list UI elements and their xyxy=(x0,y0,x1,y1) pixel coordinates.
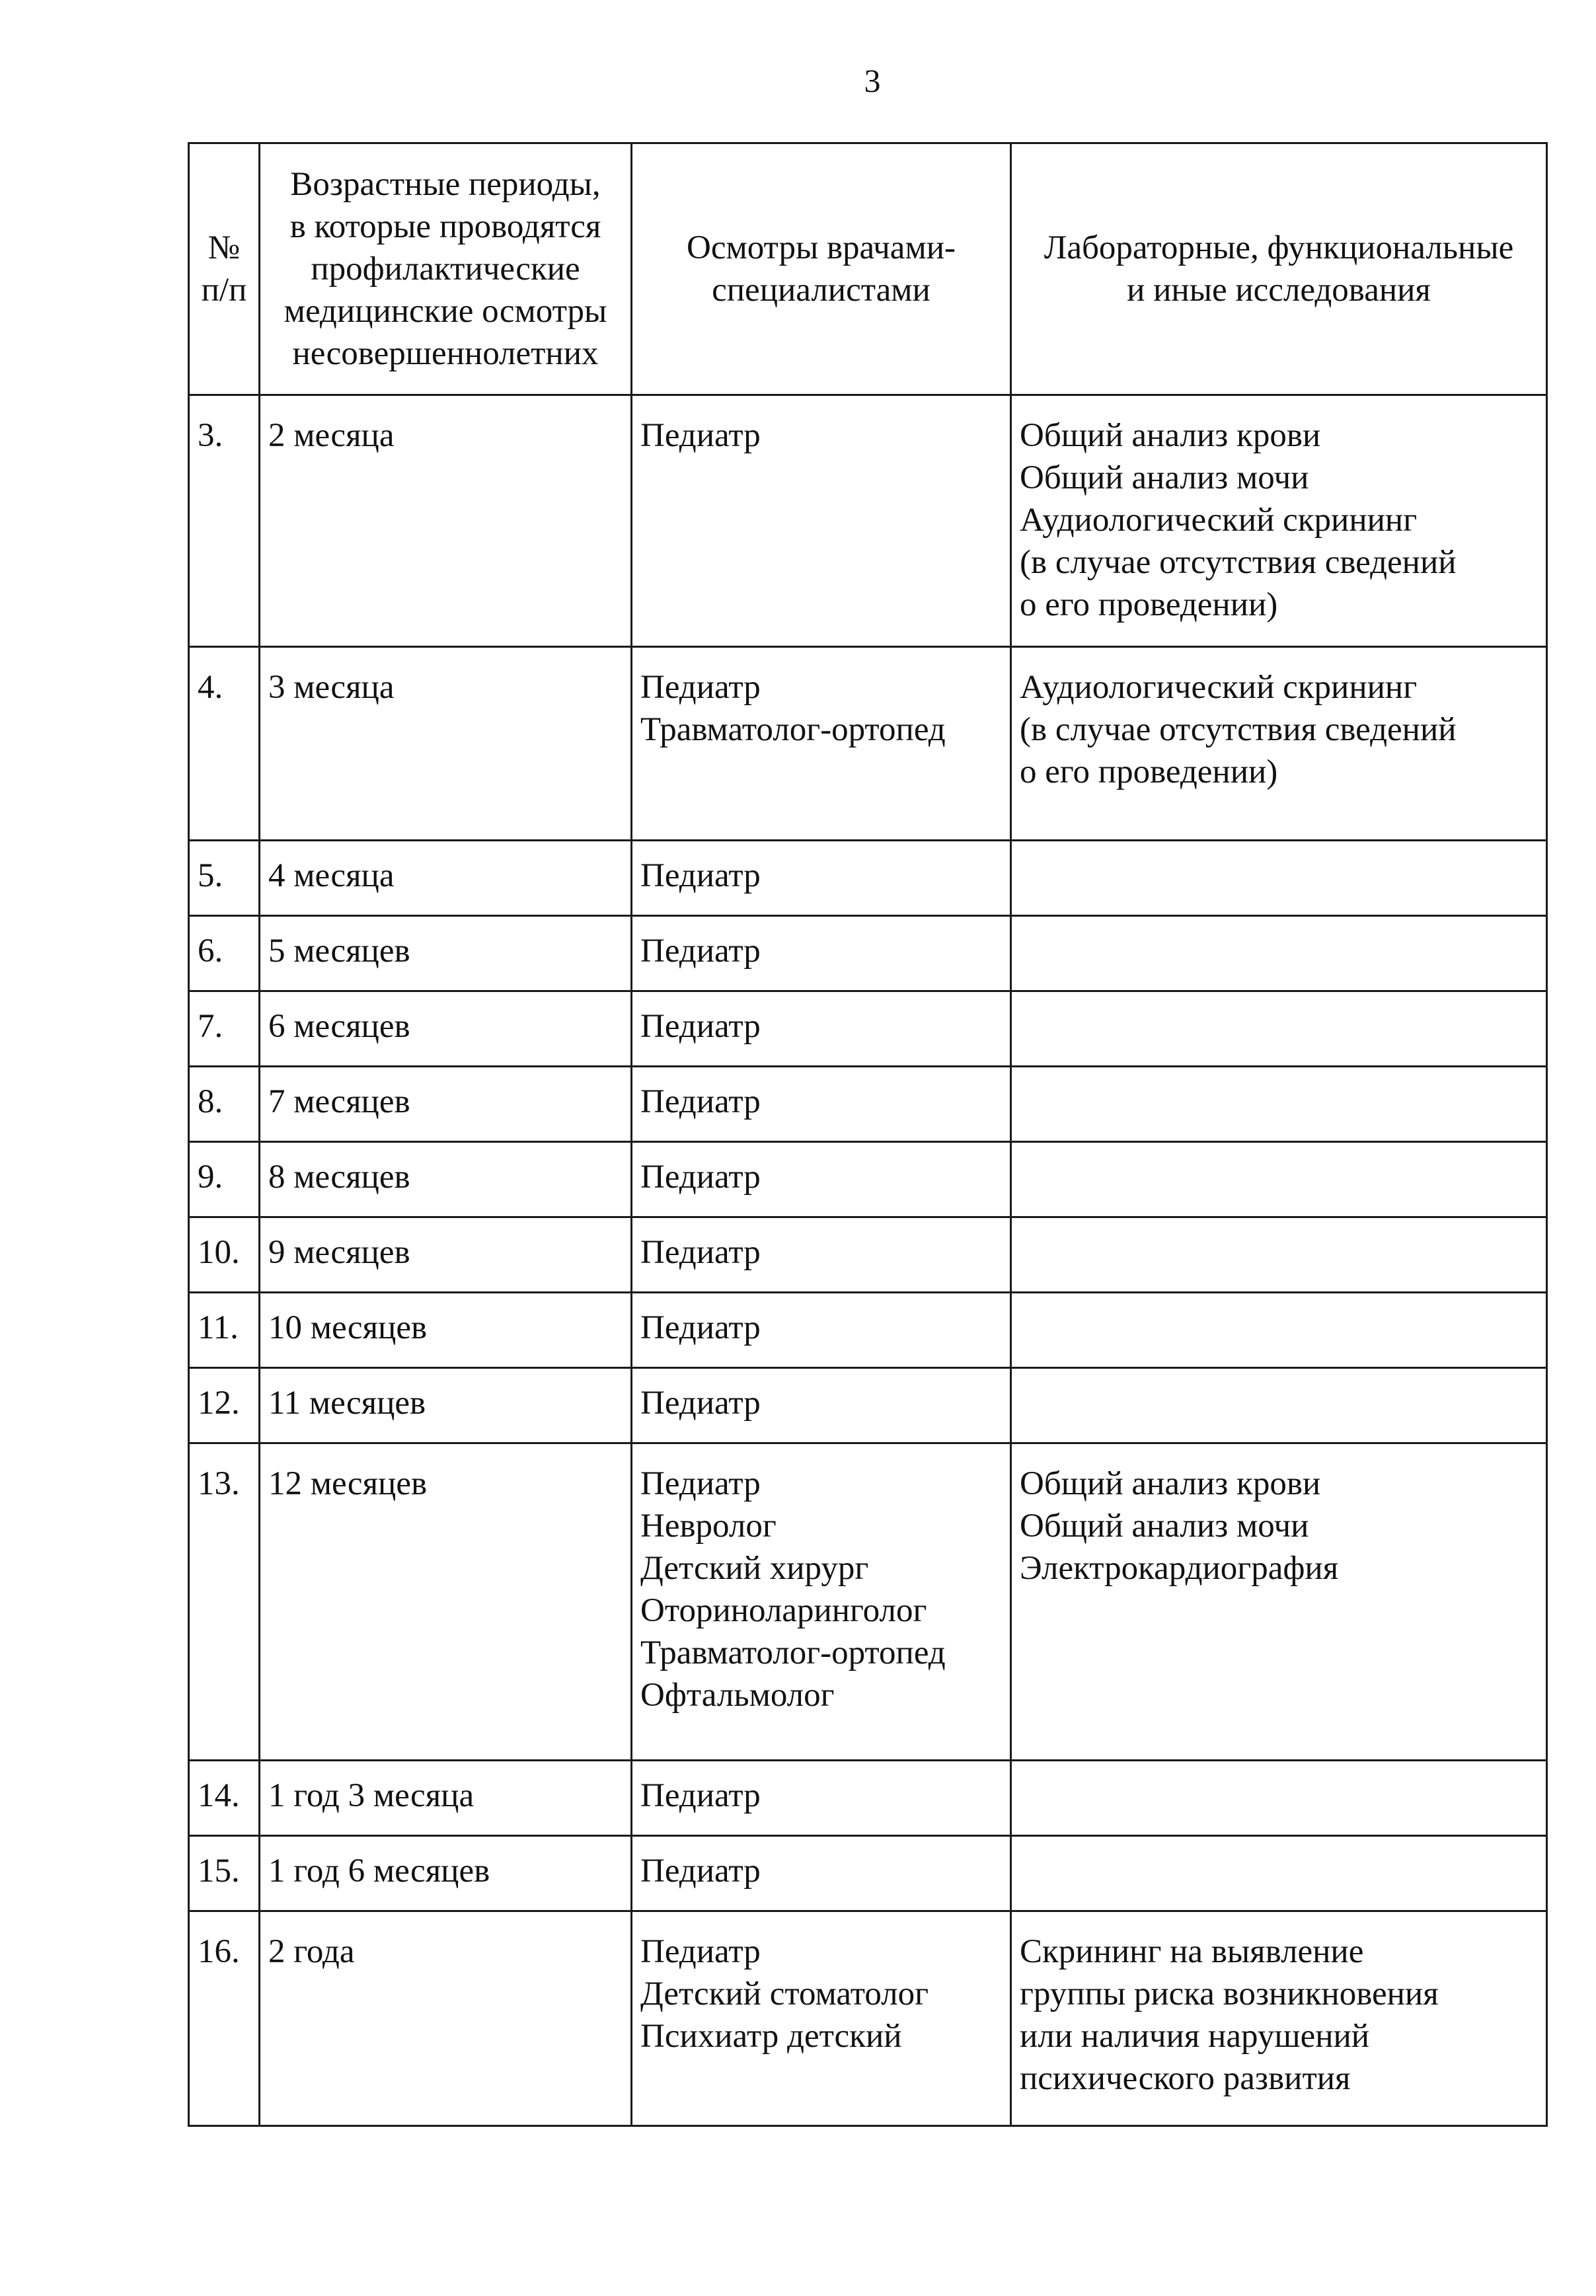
lab-studies-cell xyxy=(1011,1443,1547,1761)
age-period-cell: 8 месяцев xyxy=(260,1142,632,1217)
row-number-cell: 16. xyxy=(189,1911,260,2126)
examination-schedule-table xyxy=(188,142,1548,2127)
lab-studies-cell xyxy=(1011,1368,1547,1443)
specialists-cell xyxy=(632,1217,1011,1293)
row-number-cell: 11. xyxy=(189,1293,260,1368)
specialists-cell xyxy=(632,841,1011,916)
age-period-cell: 2 года xyxy=(260,1911,632,2126)
age-period-cell: 11 месяцев xyxy=(260,1368,632,1443)
specialists-cell xyxy=(632,395,1011,647)
table-header-row xyxy=(189,143,1547,395)
lab-studies-cell xyxy=(1011,1142,1547,1217)
specialist-name: Педиатр xyxy=(640,1853,761,1890)
table-row xyxy=(189,991,1547,1067)
specialists-cell xyxy=(632,1443,1011,1761)
lab-studies-cell xyxy=(1011,1761,1547,1836)
specialist-name: Педиатр xyxy=(640,1083,761,1120)
row-number-cell: 5. xyxy=(189,841,260,916)
lab-studies-cell xyxy=(1011,1217,1547,1293)
table-row xyxy=(189,1293,1547,1368)
header-text-line: Осмотры врачами- xyxy=(686,229,956,266)
table-row xyxy=(189,916,1547,991)
specialist-name: Педиатр xyxy=(640,933,761,970)
table-row xyxy=(189,647,1547,841)
specialist-name: Офтальмолог xyxy=(640,1677,835,1714)
specialists-cell xyxy=(632,916,1011,991)
header-text-line: п/п xyxy=(201,272,247,309)
row-number-cell: 10. xyxy=(189,1217,260,1293)
row-number-cell: 4. xyxy=(189,647,260,841)
specialists-cell xyxy=(632,1067,1011,1142)
specialists-cell xyxy=(632,1368,1011,1443)
lab-study-line: о его проведении) xyxy=(1020,586,1278,623)
age-period-cell: 9 месяцев xyxy=(260,1217,632,1293)
row-number-cell: 6. xyxy=(189,916,260,991)
lab-studies-cell xyxy=(1011,991,1547,1067)
lab-study-line: группы риска возникновения xyxy=(1020,1975,1439,2012)
lab-study-line: Аудиологический скрининг xyxy=(1020,502,1418,539)
age-period-cell: 3 месяца xyxy=(260,647,632,841)
table-body xyxy=(189,395,1547,2126)
specialist-name: Детский хирург xyxy=(640,1550,869,1587)
header-age-period xyxy=(260,143,632,395)
lab-study-line: или наличия нарушений xyxy=(1020,2018,1370,2055)
header-text-line: в которые проводятся xyxy=(289,208,601,245)
header-text-line: Возрастные периоды, xyxy=(290,166,601,203)
table-row xyxy=(189,841,1547,916)
lab-study-line: о его проведении) xyxy=(1020,753,1278,790)
row-number-cell: 3. xyxy=(189,395,260,647)
specialist-name: Детский стоматолог xyxy=(640,1975,929,2012)
row-number-cell: 14. xyxy=(189,1761,260,1836)
header-text-line: Лабораторные, функциональные xyxy=(1044,229,1514,266)
header-text-line: профилактические xyxy=(311,250,580,287)
age-period-cell: 1 год 3 месяца xyxy=(260,1761,632,1836)
specialist-name: Педиатр xyxy=(640,1008,761,1045)
specialist-name: Педиатр xyxy=(640,1777,761,1814)
header-text-line: № xyxy=(208,229,241,266)
specialist-name: Педиатр xyxy=(640,1385,761,1422)
header-number xyxy=(189,143,260,395)
lab-study-line: Общий анализ мочи xyxy=(1020,459,1309,496)
specialists-cell xyxy=(632,1911,1011,2126)
table-row xyxy=(189,1761,1547,1836)
age-period-cell: 2 месяца xyxy=(260,395,632,647)
header-text-line: специалистами xyxy=(712,272,931,309)
age-period-cell: 4 месяца xyxy=(260,841,632,916)
table-row xyxy=(189,1368,1547,1443)
header-lab-studies xyxy=(1011,143,1547,395)
lab-study-line: (в случае отсутствия сведений xyxy=(1020,544,1457,581)
table-row xyxy=(189,1217,1547,1293)
specialists-cell xyxy=(632,991,1011,1067)
lab-study-line: Аудиологический скрининг xyxy=(1020,669,1418,706)
specialist-name: Педиатр xyxy=(640,857,761,894)
table-row xyxy=(189,1067,1547,1142)
age-period-cell: 5 месяцев xyxy=(260,916,632,991)
header-text-line: несовершеннолетних xyxy=(292,335,599,372)
specialist-name: Психиатр детский xyxy=(640,2018,902,2055)
specialists-cell xyxy=(632,647,1011,841)
specialists-cell xyxy=(632,1761,1011,1836)
row-number-cell: 8. xyxy=(189,1067,260,1142)
specialists-cell xyxy=(632,1836,1011,1911)
specialist-name: Педиатр xyxy=(640,1933,761,1970)
specialists-cell xyxy=(632,1293,1011,1368)
header-specialists xyxy=(632,143,1011,395)
age-period-cell: 10 месяцев xyxy=(260,1293,632,1368)
specialist-name: Педиатр xyxy=(640,669,761,706)
header-text-line: и иные исследования xyxy=(1127,272,1431,309)
lab-studies-cell xyxy=(1011,395,1547,647)
lab-study-line: Общий анализ крови xyxy=(1020,1465,1321,1502)
lab-study-line: психического развития xyxy=(1020,2060,1351,2097)
specialist-name: Педиатр xyxy=(640,1234,761,1271)
lab-studies-cell xyxy=(1011,916,1547,991)
specialist-name: Педиатр xyxy=(640,1159,761,1196)
specialist-name: Педиатр xyxy=(640,417,761,454)
row-number-cell: 9. xyxy=(189,1142,260,1217)
page-number: 3 xyxy=(864,62,881,99)
row-number-cell: 12. xyxy=(189,1368,260,1443)
specialist-name: Педиатр xyxy=(640,1465,761,1502)
age-period-cell: 12 месяцев xyxy=(260,1443,632,1761)
specialist-name: Травматолог-ортопед xyxy=(640,1634,946,1671)
age-period-cell: 7 месяцев xyxy=(260,1067,632,1142)
header-text-line: медицинские осмотры xyxy=(284,293,607,330)
lab-studies-cell xyxy=(1011,1293,1547,1368)
lab-study-line: Скрининг на выявление xyxy=(1020,1933,1364,1970)
lab-study-line: Общий анализ мочи xyxy=(1020,1508,1309,1545)
specialist-name: Травматолог-ортопед xyxy=(640,711,946,748)
row-number-cell: 7. xyxy=(189,991,260,1067)
lab-study-line: Общий анализ крови xyxy=(1020,417,1321,454)
lab-studies-cell xyxy=(1011,1067,1547,1142)
row-number-cell: 13. xyxy=(189,1443,260,1761)
specialists-cell xyxy=(632,1142,1011,1217)
age-period-cell: 6 месяцев xyxy=(260,991,632,1067)
lab-studies-cell xyxy=(1011,841,1547,916)
table-row xyxy=(189,1443,1547,1761)
specialist-name: Оториноларинголог xyxy=(640,1592,927,1629)
table-row xyxy=(189,1836,1547,1911)
specialist-name: Невролог xyxy=(640,1508,777,1545)
lab-studies-cell xyxy=(1011,1836,1547,1911)
lab-study-line: (в случае отсутствия сведений xyxy=(1020,711,1457,748)
row-number-cell: 15. xyxy=(189,1836,260,1911)
table-row xyxy=(189,1911,1547,2126)
lab-study-line: Электрокардиография xyxy=(1020,1550,1339,1587)
table-row xyxy=(189,1142,1547,1217)
lab-studies-cell xyxy=(1011,647,1547,841)
table-row xyxy=(189,395,1547,647)
age-period-cell: 1 год 6 месяцев xyxy=(260,1836,632,1911)
lab-studies-cell xyxy=(1011,1911,1547,2126)
specialist-name: Педиатр xyxy=(640,1309,761,1346)
